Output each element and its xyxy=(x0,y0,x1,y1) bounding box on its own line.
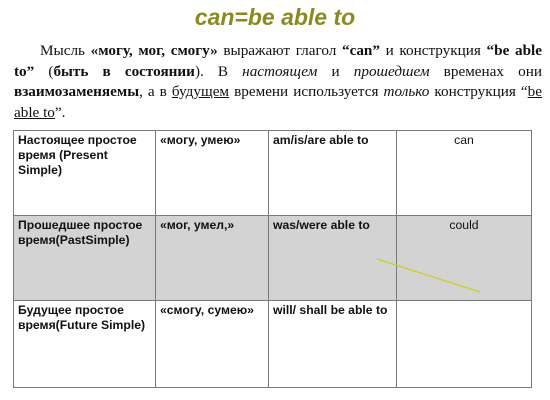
page-title: can=be able to xyxy=(194,4,356,30)
para-text: времени используется xyxy=(229,83,384,100)
para-text: выражают глагол xyxy=(217,42,342,59)
meaning-cell: «смогу, сумею» xyxy=(156,301,269,388)
construction-cell: am/is/are able to xyxy=(269,131,397,216)
tense-cell: Прошедшее простое время(PastSimple) xyxy=(14,216,156,301)
para-text: и конструкция xyxy=(379,42,487,59)
para-text: ”. xyxy=(54,103,66,121)
para-bold: «могу, мог, смогу» xyxy=(90,42,218,59)
tense-cell: Будущее простое время(Future Simple) xyxy=(14,301,156,388)
construction-cell: was/were able to xyxy=(269,216,397,301)
para-underline: будущем xyxy=(171,83,230,100)
modal-cell xyxy=(397,301,532,388)
para-text: ). В xyxy=(194,62,243,80)
table-row xyxy=(14,301,532,388)
pen-stroke xyxy=(376,258,482,294)
table-row xyxy=(14,131,532,216)
para-underline: be able to xyxy=(14,83,542,121)
tense-cell: Настоящее простое время (Present Simple) xyxy=(14,131,156,216)
para-bold: быть в состоянии xyxy=(53,62,195,80)
construction-cell: will/ shall be able to xyxy=(269,301,397,388)
para-bold: “be able to” xyxy=(14,42,542,80)
para-text: ( xyxy=(34,62,54,80)
modal-cell: could xyxy=(397,216,532,301)
para-text: конструкция “ xyxy=(429,83,528,100)
para-text: временах они xyxy=(429,62,542,80)
para-italic: настоящем xyxy=(242,62,318,80)
rule-paragraph xyxy=(14,41,542,123)
para-text: , а в xyxy=(139,83,172,100)
para-bold: “can” xyxy=(341,42,380,59)
para-italic: прошедшем xyxy=(353,62,430,80)
para-text: и xyxy=(317,62,354,80)
meaning-cell: «мог, умел,» xyxy=(156,216,269,301)
para-bold: взаимозаменяемы xyxy=(14,83,140,100)
para-italic: только xyxy=(383,83,430,100)
para-text: Мысль xyxy=(40,42,91,59)
modal-cell: can xyxy=(397,131,532,216)
meaning-cell: «могу, умею» xyxy=(156,131,269,216)
